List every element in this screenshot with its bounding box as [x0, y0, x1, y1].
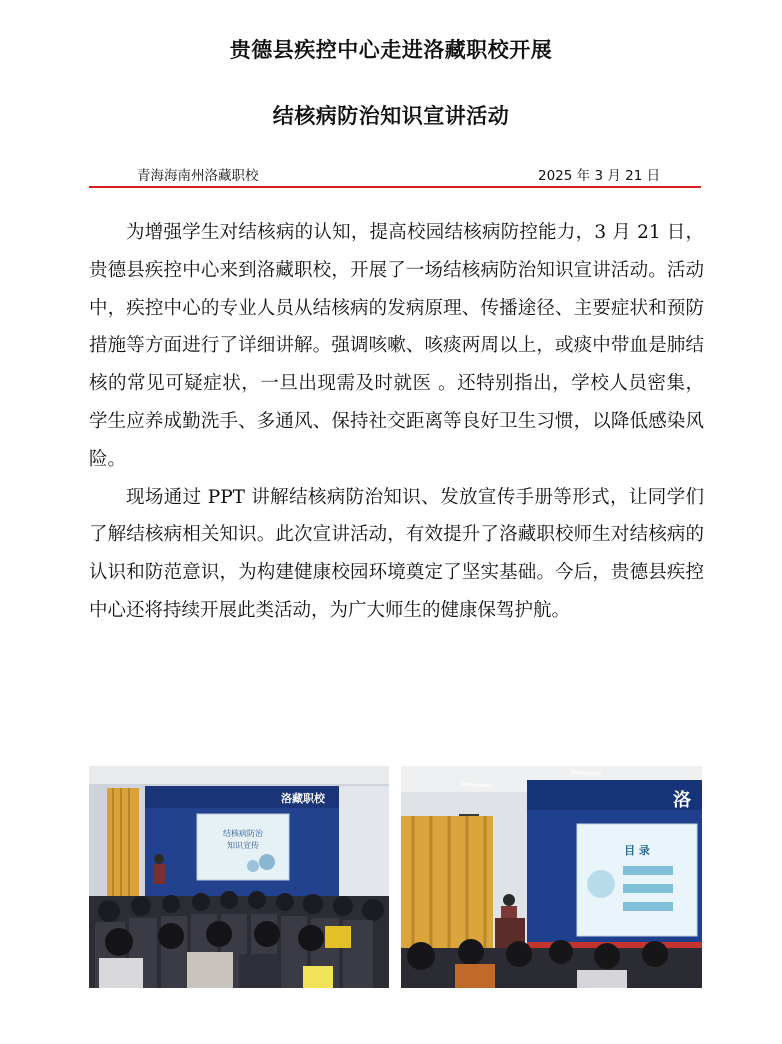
screen-title: 目 录	[624, 844, 650, 857]
screen-line-2: 知识宣传	[227, 841, 259, 850]
red-divider	[89, 186, 701, 188]
lecture-photo-right-image	[401, 766, 702, 988]
paragraph-1: 为增强学生对结核病的认知，提高校园结核病防控能力，3 月 21 日，贵德县疾控中心来到洛藏职校，开展了一场结核病防治知识宣讲活动。活动中，疾控中心的专业人员从结核病的发病原理、传播途径、主要症状和预防措施等方面进行了详细讲解。强调咳嗽、咳痰两周以上，或痰中带血是肺结核的常见可疑症状，一旦出现需及时就医 。还特别指出，学校人员密集，学生应养成勤洗手、多通风、保持社交距离等良好卫生习惯，以降低感染风险。	[89, 222, 704, 470]
lecture-photo-left	[89, 766, 389, 988]
headline-line-1: 贵德县疾控中心走进洛藏职校开展	[229, 38, 553, 62]
banner-text-left: 洛藏职校	[281, 792, 325, 805]
screen-line-1: 结核病防治	[223, 829, 263, 838]
article-body	[89, 214, 704, 630]
organization-label: 青海海南州洛藏职校	[137, 168, 259, 184]
headline-line-2: 结核病防治知识宣讲活动	[272, 104, 510, 128]
banner-text-right: 洛	[673, 790, 691, 811]
lecture-photo-left-image	[89, 766, 389, 988]
paragraph-2: 现场通过 PPT 讲解结核病防治知识、发放宣传手册等形式，让同学们了解结核病相关知识。此次宣讲活动，有效提升了洛藏职校师生对结核病的认识和防范意识，为构建健康校园环境奠定了坚实基础。今后，贵德县疾控中心还将持续开展此类活动，为广大师生的健康保驾护航。	[89, 486, 704, 621]
lecture-photo-right	[401, 766, 702, 988]
date-label: 2025 年 3 月 21 日	[538, 168, 661, 184]
